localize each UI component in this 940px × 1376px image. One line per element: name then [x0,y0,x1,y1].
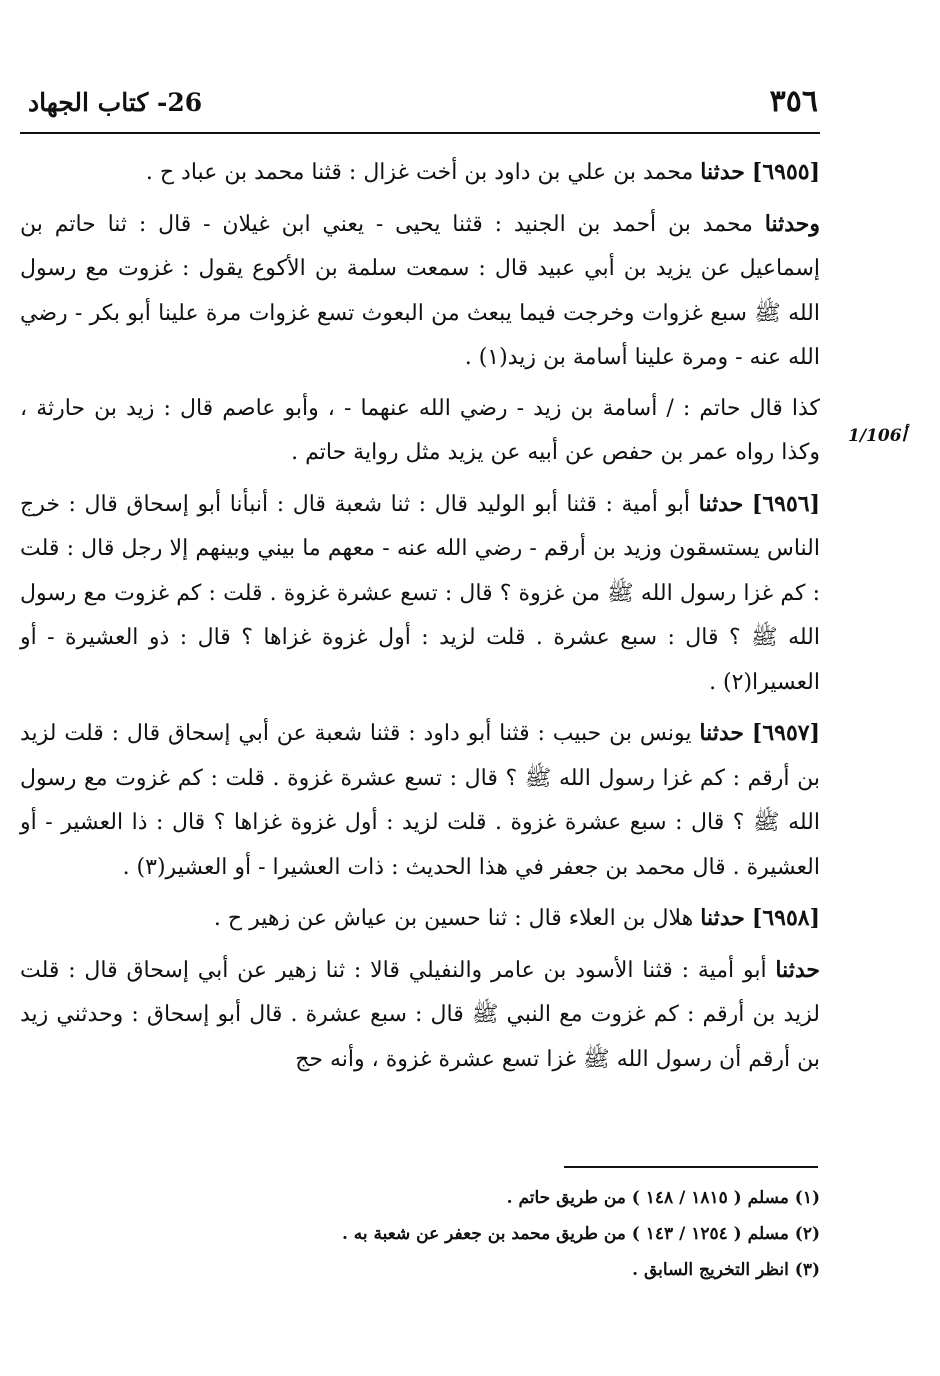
hadith-number: [٦٩٥٨] [751,905,820,931]
footnotes [20,1180,820,1288]
hadith-number: [٦٩٥٧] [751,720,821,746]
chapter-title: 26- كتاب الجهاد [28,88,203,117]
footnote-2: (٢) مسلم ( ١٢٥٤ / ١٤٣ ) من طريق محمد بن جعفر عن شعبة به . [341,1224,820,1244]
footnote-3: (٣) انظر التخريج السابق . [632,1260,820,1280]
header-rule [20,132,820,134]
footnote-rule [564,1166,818,1168]
hadith-6955-comment [20,387,820,476]
hadith-lead: وحدثنا [764,210,820,237]
hadith-lead: حدثنا [700,905,745,931]
hadith-6958-second-chain [20,948,820,1083]
hadith-lead: حدثنا [775,956,820,983]
hadith-lead: حدثنا [700,159,745,185]
hadith-text: هلال بن العلاء قال : ثنا حسين بن عياش عن زهير ح . [213,906,701,931]
hadith-6955-second-chain [20,202,820,381]
manuscript-folio-note: 1/106أ [848,426,907,446]
hadith-text: يونس بن حبيب : قثنا أبو داود : قثنا شعبة عن أبي إسحاق قال : قلت لزيد بن أرقم : كم غزا رسول الله ﷺ ؟ قال : تسع عشرة غزوة . قلت : كم غزوت مع رسول الله ﷺ ؟ قال : سبع عشرة غزوة . قلت لزيد : أول غزوة غزاها ؟ قال : ذا العشير - أو العشيرة . قال محمد بن جعفر في هذا الحديث : ذات العشيرا - أو العشير(٣) . [20,721,820,880]
hadith-lead: حدثنا [699,720,745,746]
hadith-lead: حدثنا [698,490,744,517]
hadith-text: محمد بن علي بن داود بن أخت غزال : قثنا محمد بن عباد ح . [145,160,701,185]
hadith-text: أبو أمية : قثنا أبو الوليد قال : ثنا شعبة قال : أنبأنا أبو إسحاق قال : خرج الناس يستسقون وزيد بن أرقم - رضي الله عنه - معهم ما بيني وبينهم إلا رجل قال : قلت : كم غزا رسول الله ﷺ من غزوة ؟ قال : تسع عشرة غزوة . قلت : كم غزوت مع رسول الله ﷺ ؟ قال : سبع عشرة . قلت لزيد : أول غزوة غزاها ؟ قال : ذو العشيرة - أو العسيرا(٢) . [20,491,820,695]
hadith-6955 [20,150,820,196]
hadith-6956 [20,482,820,706]
hadith-number: [٦٩٥٦] [751,490,820,517]
hadith-text: كذا قال حاتم : / أسامة بن زيد - رضي الله عنهما - ، وأبو عاصم قال : زيد بن حارثة ، وكذا رواه عمر بن حفص عن أبيه عن يزيد مثل رواية حاتم . [20,395,820,465]
main-text [20,150,820,1088]
hadith-text: أبو أمية : قثنا الأسود بن عامر والنفيلي قالا : ثنا زهير عن أبي إسحاق قال : قلت لزيد بن أرقم : كم غزوت مع النبي ﷺ قال : سبع عشرة . قال أبو إسحاق : وحدثني زيد بن أرقم أن رسول الله ﷺ غزا تسع عشرة غزوة ، وأنه حج [20,957,820,1072]
page-number: ٣٥٦ [769,84,818,119]
hadith-number: [٦٩٥٥] [751,159,820,185]
hadith-6958 [20,896,820,942]
hadith-6957 [20,711,820,890]
page-header [20,84,820,134]
footnote-1: (١) مسلم ( ١٨١٥ / ١٤٨ ) من طريق حاتم . [506,1188,820,1208]
hadith-text: محمد بن أحمد بن الجنيد : قثنا يحيى - يعني ابن غيلان - قال : ثنا حاتم بن إسماعيل عن يزيد بن أبي عبيد قال : سمعت سلمة بن الأكوع يقول : غزوت مع رسول الله ﷺ سبع غزوات وخرجت فيما يبعث من البعوث تسع غزوات مرة علينا أبو بكر - رضي الله عنه - ومرة علينا أسامة بن زيد(١) . [20,211,820,370]
